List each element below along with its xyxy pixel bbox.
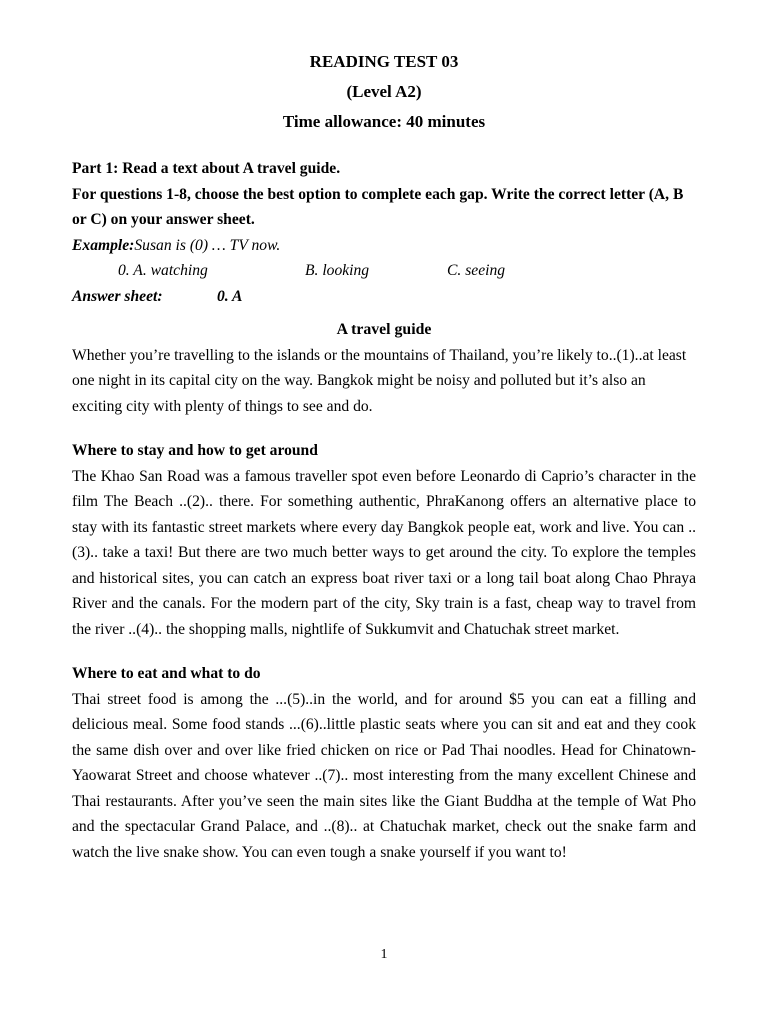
option-a: 0. A. watching bbox=[118, 262, 208, 279]
example-line bbox=[72, 233, 696, 259]
section-body: The Khao San Road was a famous traveller spot even before Leonardo di Caprio’s character in the film The Beach ..(2).. there. For something authentic, PhraKanong offers an alternative place to stay with its fantastic street markets where every day Bangkok people eat, work and live. You can ..(3).. take a taxi! But there are two much better ways to get around the city. To explore the temples and historical sites, you can catch an express boat river taxi or a long tail boat along Chao Phraya River and the canals. For the modern part of the city, Sky train is a fast, cheap way to travel from the river ..(4).. the shopping malls, nightlife of Sukkumvit and Chatuchak street market. bbox=[72, 467, 696, 638]
section-body: Thai street food is among the ...(5)..in the world, and for around $5 you can eat a filling and delicious meal. Some food stands ...(6)..little plastic seats where you can sit and eat and they cook the same dish over and over like fried chicken on rice or Pad Thai noodles. Head for Chinatown-Yaowarat Street and choose whatever ..(7).. most interesting from the many excellent Chinese and Thai restaurants. After you’ve seen the main sites like the Giant Buddha at the temple of Wat Pho and the spectacular Grand Palace, and ..(8).. at Chatuchak market, check out the snake farm and watch the live snake show. You can even tough a snake yourself if you want to! bbox=[72, 690, 696, 861]
option-b: B. looking bbox=[305, 262, 370, 279]
section-where-to-stay bbox=[72, 438, 696, 642]
page-number: 1 bbox=[380, 947, 388, 962]
answer-sheet-line bbox=[72, 284, 696, 310]
example-label: Example: bbox=[72, 236, 135, 254]
example-options bbox=[72, 258, 696, 284]
time-allowance: Time allowance: 40 minutes bbox=[282, 112, 486, 131]
passage-title: A travel guide bbox=[336, 321, 432, 338]
instructions-block bbox=[72, 156, 696, 309]
answer-sheet-value: 0. A bbox=[217, 287, 243, 305]
directions-text: For questions 1-8, choose the best option to complete each gap. Write the correct letter (A, B or C) on your answer sheet. bbox=[72, 185, 684, 228]
option-c: C. seeing bbox=[447, 262, 506, 279]
document-header bbox=[72, 47, 696, 137]
example-sentence: Susan is (0) … TV now. bbox=[134, 236, 281, 254]
section-heading: Where to stay and how to get around bbox=[72, 442, 318, 459]
test-level: (Level A2) bbox=[346, 82, 422, 101]
part-heading: Part 1: Read a text about A travel guide. bbox=[72, 160, 341, 177]
test-title: READING TEST 03 bbox=[309, 52, 459, 71]
section-heading: Where to eat and what to do bbox=[72, 665, 261, 682]
passage-intro: Whether you’re travelling to the islands or the mountains of Thailand, you’re likely to..(1)..at least one night in its capital city on the way. Bangkok might be noisy and polluted but it’s also an exciting city with plenty of things to see and do. bbox=[72, 346, 687, 415]
answer-sheet-label: Answer sheet: bbox=[72, 287, 163, 305]
section-where-to-eat bbox=[72, 661, 696, 865]
